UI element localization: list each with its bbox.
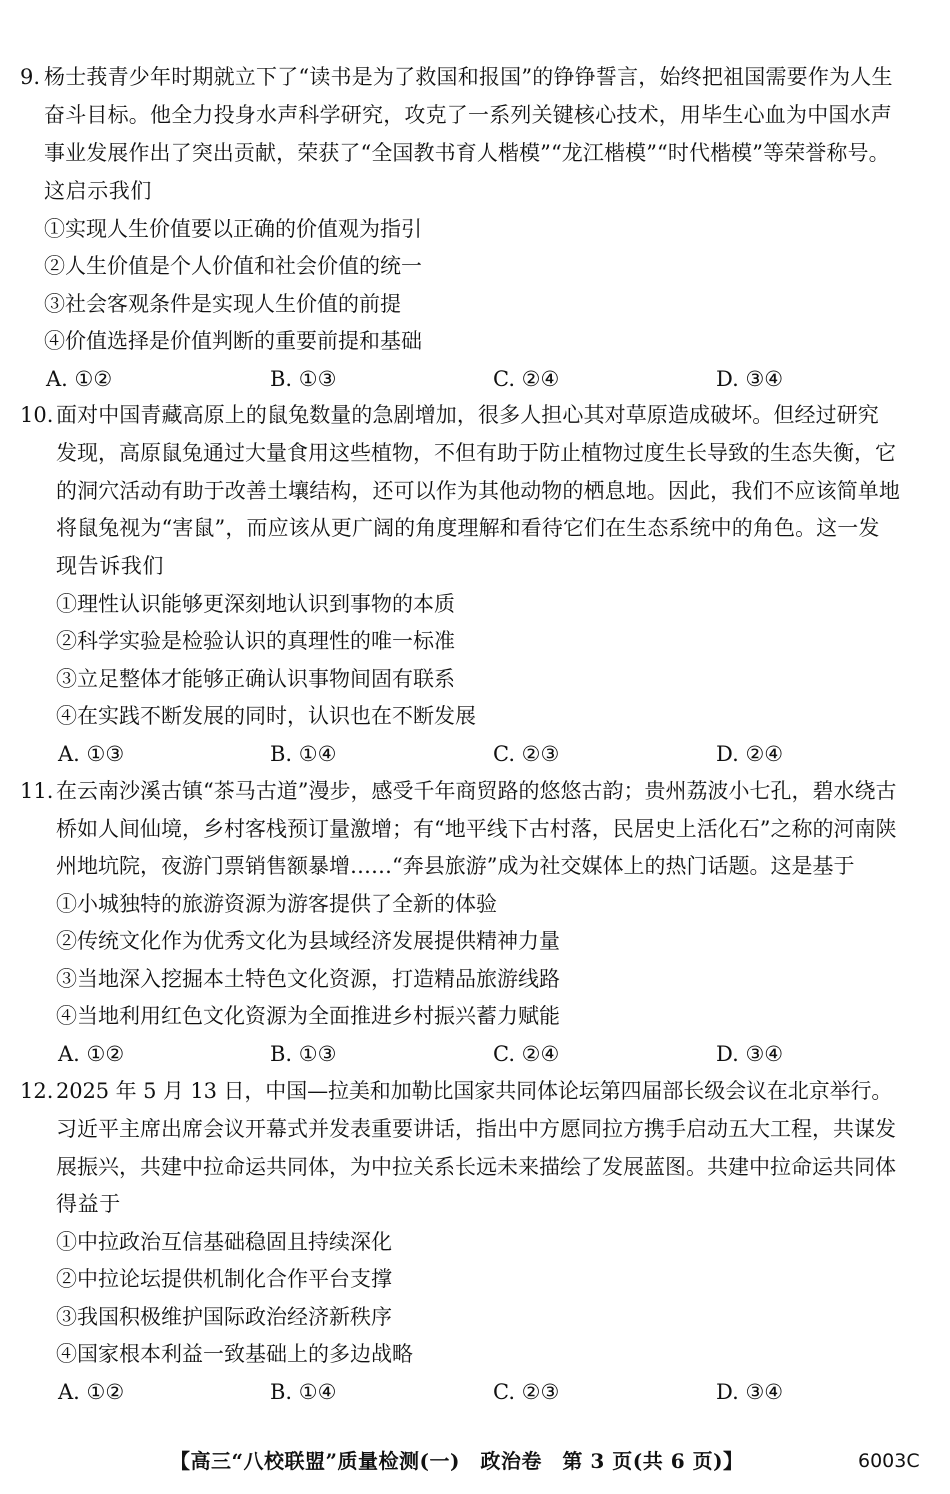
question-stem-line: 展振兴，共建中拉命运共同体，为中拉关系长远未来描绘了发展蓝图。共建中拉命运共同体: [56, 1155, 896, 1179]
statement-3: ③我国积极维护国际政治经济新秩序: [56, 1305, 392, 1329]
statement-2: ②中拉论坛提供机制化合作平台支撑: [56, 1267, 392, 1291]
page-footer-code: 6003C: [858, 1450, 920, 1472]
question-stem-line: 发现，高原鼠兔通过大量食用这些植物，不但有助于防止植物过度生长导致的生态失衡，它: [56, 441, 896, 465]
choice-d: D. ②④: [716, 742, 784, 766]
statement-4: ④在实践不断发展的同时，认识也在不断发展: [56, 704, 476, 728]
question-number: 11.: [20, 779, 54, 803]
choice-d: D. ③④: [716, 1380, 784, 1404]
choice-a: A. ①②: [58, 1042, 125, 1066]
statement-4: ④国家根本利益一致基础上的多边战略: [56, 1342, 413, 1366]
question-stem-line: 事业发展作出了突出贡献，荣获了“全国教书育人楷模”“龙江楷模”“时代楷模”等荣誉称号。: [44, 141, 890, 165]
choice-a: A. ①②: [58, 1380, 125, 1404]
question-stem-line: 桥如人间仙境，乡村客栈预订量激增；有“地平线下古村落，民居史上活化石”之称的河南陕: [56, 817, 897, 841]
question-stem-line: 习近平主席出席会议开幕式并发表重要讲话，指出中方愿同拉方携手启动五大工程，共谋发: [56, 1117, 896, 1141]
choice-c: C. ②③: [493, 1380, 560, 1404]
question-stem-line: 得益于: [56, 1192, 121, 1216]
statement-2: ②科学实验是检验认识的真理性的唯一标准: [56, 629, 455, 653]
choice-c: C. ②④: [493, 367, 560, 391]
question-number: 9.: [20, 65, 41, 89]
question-stem-line: 2025 年 5 月 13 日，中国—拉美和加勒比国家共同体论坛第四届部长级会议在北京举行。: [56, 1079, 893, 1103]
choice-b: B. ①③: [270, 367, 337, 391]
statement-2: ②人生价值是个人价值和社会价值的统一: [44, 254, 422, 278]
statement-1: ①实现人生价值要以正确的价值观为指引: [44, 217, 422, 241]
question-number: 10.: [20, 403, 54, 427]
statement-3: ③社会客观条件是实现人生价值的前提: [44, 292, 401, 316]
statement-1: ①小城独特的旅游资源为游客提供了全新的体验: [56, 892, 497, 916]
question-stem-line: 杨士莪青少年时期就立下了“读书是为了救国和报国”的铮铮誓言，始终把祖国需要作为人生: [44, 65, 893, 89]
choice-d: D. ③④: [716, 1042, 784, 1066]
question-stem-line: 将鼠兔视为“害鼠”，而应该从更广阔的角度理解和看待它们在生态系统中的角色。这一发: [56, 516, 880, 540]
choice-a: A. ①③: [58, 742, 125, 766]
choice-a: A. ①②: [46, 367, 113, 391]
question-stem-line: 州地坑院，夜游门票销售额暴增……“奔县旅游”成为社交媒体上的热门话题。这是基于: [56, 854, 855, 878]
question-stem-line: 面对中国青藏高原上的鼠兔数量的急剧增加，很多人担心其对草原造成破坏。但经过研究: [56, 403, 879, 427]
page-footer-title: 【高三“八校联盟”质量检测(一) 政治卷 第 3 页(共 6 页)】: [170, 1449, 744, 1473]
question-stem-line: 在云南沙溪古镇“茶马古道”漫步，感受千年商贸路的悠悠古韵；贵州荔波小七孔，碧水绕古: [56, 779, 897, 803]
choice-b: B. ①③: [270, 1042, 337, 1066]
question-stem-line: 的洞穴活动有助于改善土壤结构，还可以作为其他动物的栖息地。因此，我们不应该简单地: [56, 479, 900, 503]
statement-4: ④当地利用红色文化资源为全面推进乡村振兴蓄力赋能: [56, 1004, 560, 1028]
statement-3: ③当地深入挖掘本土特色文化资源，打造精品旅游线路: [56, 967, 560, 991]
question-stem-line: 这启示我们: [44, 179, 152, 203]
statement-1: ①理性认识能够更深刻地认识到事物的本质: [56, 592, 455, 616]
choice-d: D. ③④: [716, 367, 784, 391]
choice-c: C. ②③: [493, 742, 560, 766]
statement-2: ②传统文化作为优秀文化为县域经济发展提供精神力量: [56, 929, 560, 953]
statement-3: ③立足整体才能够正确认识事物间固有联系: [56, 667, 455, 691]
question-stem-line: 现告诉我们: [56, 554, 164, 578]
choice-b: B. ①④: [270, 1380, 337, 1404]
statement-4: ④价值选择是价值判断的重要前提和基础: [44, 329, 422, 353]
choice-c: C. ②④: [493, 1042, 560, 1066]
question-stem-line: 奋斗目标。他全力投身水声科学研究，攻克了一系列关键核心技术，用毕生心血为中国水声: [44, 103, 892, 127]
statement-1: ①中拉政治互信基础稳固且持续深化: [56, 1230, 392, 1254]
choice-b: B. ①④: [270, 742, 337, 766]
question-number: 12.: [20, 1079, 54, 1103]
